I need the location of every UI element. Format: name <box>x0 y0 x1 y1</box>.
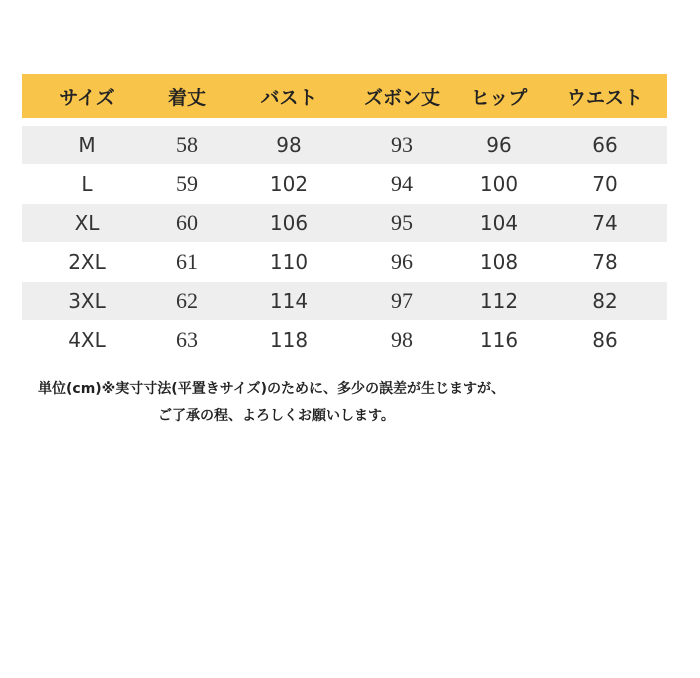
header-pants-length: ズボン丈 <box>363 86 440 109</box>
cell-length: 61 <box>176 249 198 274</box>
cell-pants-length: 95 <box>391 210 413 235</box>
cell-bust: 106 <box>269 211 309 235</box>
cell-length: 58 <box>176 132 198 157</box>
cell-length: 60 <box>176 210 198 235</box>
header-waist: ウエスト <box>566 86 643 109</box>
cell-bust: 114 <box>269 289 309 313</box>
apology-note: ご了承の程、よろしくお願いします。 <box>158 408 395 424</box>
cell-size: 2XL <box>68 250 106 274</box>
cell-size: 3XL <box>68 289 106 313</box>
cell-size: 4XL <box>68 328 106 352</box>
cell-hip: 116 <box>479 328 519 352</box>
cell-bust: 98 <box>276 133 302 157</box>
cell-size: XL <box>74 211 100 235</box>
cell-bust: 118 <box>269 328 309 352</box>
cell-waist: 66 <box>592 133 618 157</box>
cell-hip: 96 <box>486 133 512 157</box>
cell-hip: 104 <box>479 211 519 235</box>
table-row <box>22 321 667 359</box>
cell-length: 63 <box>176 327 198 352</box>
cell-length: 59 <box>176 171 198 196</box>
cell-hip: 108 <box>479 250 519 274</box>
header-hip: ヒップ <box>470 86 528 109</box>
measurement-note: 単位(cm)※実寸寸法(平置きサイズ)のために、多少の誤差が生じますが、 <box>38 381 505 397</box>
cell-waist: 82 <box>592 289 618 313</box>
table-row <box>22 165 667 203</box>
cell-bust: 110 <box>269 250 309 274</box>
cell-pants-length: 93 <box>391 132 413 157</box>
header-bust: バスト <box>260 86 318 109</box>
cell-hip: 112 <box>479 289 519 313</box>
cell-pants-length: 97 <box>391 288 413 313</box>
cell-waist: 70 <box>592 172 618 196</box>
cell-waist: 78 <box>592 250 618 274</box>
cell-size: L <box>81 172 93 196</box>
header-size: サイズ <box>59 86 115 109</box>
cell-hip: 100 <box>479 172 519 196</box>
cell-pants-length: 98 <box>391 327 413 352</box>
cell-bust: 102 <box>269 172 309 196</box>
table-header <box>22 74 667 118</box>
table-row <box>22 282 667 320</box>
table-row <box>22 126 667 164</box>
cell-waist: 74 <box>592 211 618 235</box>
table-row <box>22 243 667 281</box>
cell-pants-length: 94 <box>391 171 413 196</box>
header-length: 着丈 <box>167 86 206 109</box>
table-row <box>22 204 667 242</box>
cell-length: 62 <box>176 288 198 313</box>
cell-pants-length: 96 <box>391 249 413 274</box>
cell-waist: 86 <box>592 328 618 352</box>
cell-size: M <box>78 133 96 157</box>
